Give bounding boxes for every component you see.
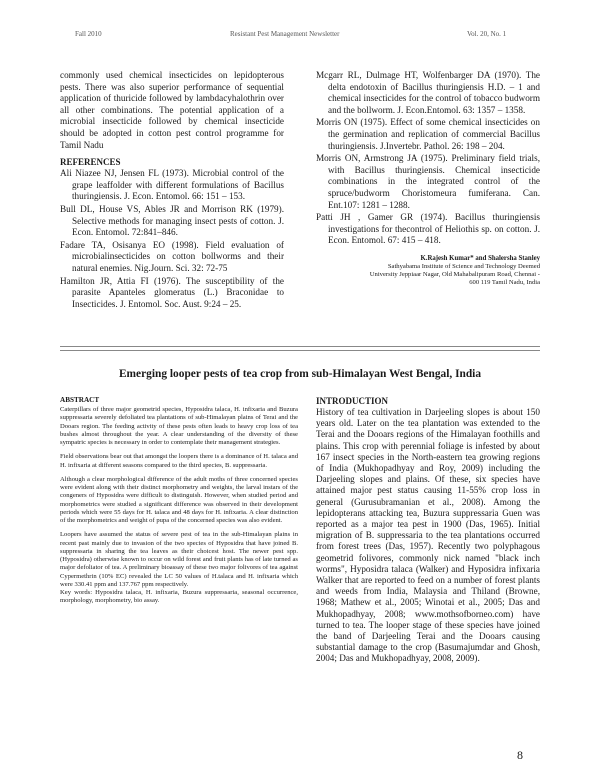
abstract-paragraph: Caterpillars of three major geometrid species, Hyposidra talaca, H. infixaria and Buzura suppressaria severely defoliated tea plantations of sub-Himalayan plains of Terai and the Dooars region. The feeding activity of these pests often leads to heavy crop loss of tea bushes almost throughout the year. A clear understanding of the diversity of these sympatric species is necessary in order to contemplate their management strategies. [60, 406, 298, 446]
header-left: Fall 2010 [75, 30, 102, 38]
top-left-column [60, 70, 284, 311]
affiliation-line: University Jeppiaar Nagar, Old Mahabalipuram Road, Chennai - [369, 271, 540, 279]
header-center: Resistant Pest Management Newsletter [230, 30, 340, 38]
author-names: K.Rajesh Kumar* and Shalersha Stanley [420, 254, 540, 262]
introduction-heading: INTRODUCTION [316, 396, 389, 406]
abstract-paragraph: Loopers have assumed the status of severe pest of tea in the sub-Himalayan plains in recent past mainly due to invasion of the two species of Hyposidra that have joined B. suppressaria in sharing the tea leaves as their choicest host. The newer pest spp. (Hyposidra) otherwise known to occur on wild forest and fruit plants has of late turned as major defoliator of tea. A preliminary bioassay of these two major folivores of tea against Cypermethrin (10% EC) revealed the LC 50 values of H.talaca and H. infixaria which were 330.41 ppm and 137.767 ppm respectively. [60, 531, 298, 588]
abstract-paragraph: Although a clear morphological difference of the adult moths of three concerned species were evident along with their distinct morphometry and weights, the larval instars of the congeners of Hyposidra were difficult to distinguish. However, when studied period and morphometrics were studied a significant difference was observed in their development periods which were 55 days for H. talaca and 48 days for H. infixaria. A clear distinction of the morphometrics and weight of pupa of the concerned species was also evident. [60, 475, 298, 524]
reference-item: Morris ON (1975). Effect of some chemical insecticides on the germination and replication of commercial Bacillus thuringiensis. J.Invertebr. Pathol. 26: 198 – 204. [316, 117, 540, 151]
affiliation-line: 600 119 Tamil Nadu, India [469, 279, 540, 287]
keywords: Key words: Hyposidra talaca, H. infixaria, Buzura suppressaria, seasonal occurrence, morphology, morphometry, bio assay. [60, 589, 298, 605]
introduction-column [316, 396, 540, 665]
section-divider [60, 350, 540, 351]
reference-item: Patti JH , Gamer GR (1974). Bacillus thuringiensis investigations for thecontrol of Heliothis sp. on cotton. J. Econ. Entomol. 67: 415 – 418. [316, 212, 540, 246]
reference-item: Hamilton JR, Attia FI (1976). The susceptibility of the parasite Apanteles glomeratus (L.) Braconidae to Insecticides. J. Entomol. Soc. Aust. 9:24 – 25. [60, 275, 284, 309]
reference-item: Fadare TA, Osisanya EO (1998). Field evaluation of microbialinsecticides on cotton bollworms and their natural enemies. Nig.Journ. Sci. 32: 72-75 [60, 239, 284, 273]
reference-item: Mcgarr RL, Dulmage HT, Wolfenbarger DA (1970). The delta endotoxin of Bacillus thuringiensis H.D. – 1 and chemical insecticides for the control of tobacco budworm and the bollworm. J. Econ.Entomol. 63: 1357 – 1358. [316, 70, 540, 115]
reference-item: Morris ON, Armstrong JA (1975). Preliminary field trials, with Bacillus thuringiensis. Chemical insecticide combinations in the integrated control of the spruce/budworm Choristomeura fumiferana. Can. Ent.107: 1281 – 1288. [316, 153, 540, 210]
introduction-text: History of tea cultivation in Darjeeling slopes is about 150 years old. Later on the tea plantation was extended to the Terai and the Dooars regions of the Himalayan foothills and plains. This crop with perennial foliage is infested by about 167 insect species in the North-eastern tea growing regions of India (Mukhopadhyay and Roy, 2009) including the Darjeeling slopes and plains. Of these, six species have attained major pest status causing 11-55% crop loss in general (Gurusubramanian et al., 2008). Among the lepidopterans attacking tea, Buzura suppressaria Guen was reported as a major tea pest in 1900 (Das, 1965). Initial migration of B. suppressaria to the tea plantations occurred from forest trees (Das, 1957). Recently two polyphagous geometrid folivores, commonly nick named "black inch worms", Hyposidra talaca (Walker) and Hyposidra infixaria Walker that are reported to feed on a number of forest plants and weeds from India, Malaysia and Thiland (Browne, 1968; Mathew et al., 2005; Winotai et al., 2005; Das and Mukhopadhyay, 2008; www.mothsofborneo.com) have turned to tea. The looper stage of these species have joined the band of Darjeeling Terai and the Dooars causing substantial damage to the crop (Basumajumdar and Ghosh, 2004; Das and Mukhopadhyay, 2008, 2009). [316, 407, 540, 664]
article-title: Emerging looper pests of tea crop from sub-Himalayan West Bengal, India [118, 368, 482, 380]
references-heading: REFERENCES [60, 157, 121, 168]
section-divider [60, 346, 540, 347]
top-right-column [316, 70, 540, 288]
continuation-paragraph: commonly used chemical insecticides on lepidopterous pests. There was also superior performance of sequential application of thuricide followed by lambdacyhalothrin over all other combinations. The potential application of a microbial insecticide followed by chemical insecticide should be adopted in cotton pest control programme for Tamil Nadu [60, 70, 284, 150]
header-right: Vol. 20, No. 1 [467, 30, 507, 38]
reference-item: Bull DL, House VS, Ables JR and Morrison RK (1979). Selective methods for managing insect pests of cotton. J. Econ. Entomol. 72:841–846. [60, 203, 284, 238]
page-number: 8 [517, 748, 523, 762]
abstract-paragraph: Field observations bear out that amongst the loopers there is a dominance of H. talaca and H. infixaria at different seasons compared to the third species, B. suppressaria. [60, 453, 298, 469]
reference-item: Ali Niazee NJ, Jensen FL (1973). Microbial control of the grape leaffolder with different formulations of Bacillus thuringiensis. J. Econ. Entomol. 66: 151 – 153. [60, 168, 284, 202]
affiliation-line: Sathyabama Institute of Science and Technology Deemed [387, 262, 540, 270]
abstract-heading: ABSTRACT [60, 396, 100, 404]
abstract-column [60, 396, 298, 612]
